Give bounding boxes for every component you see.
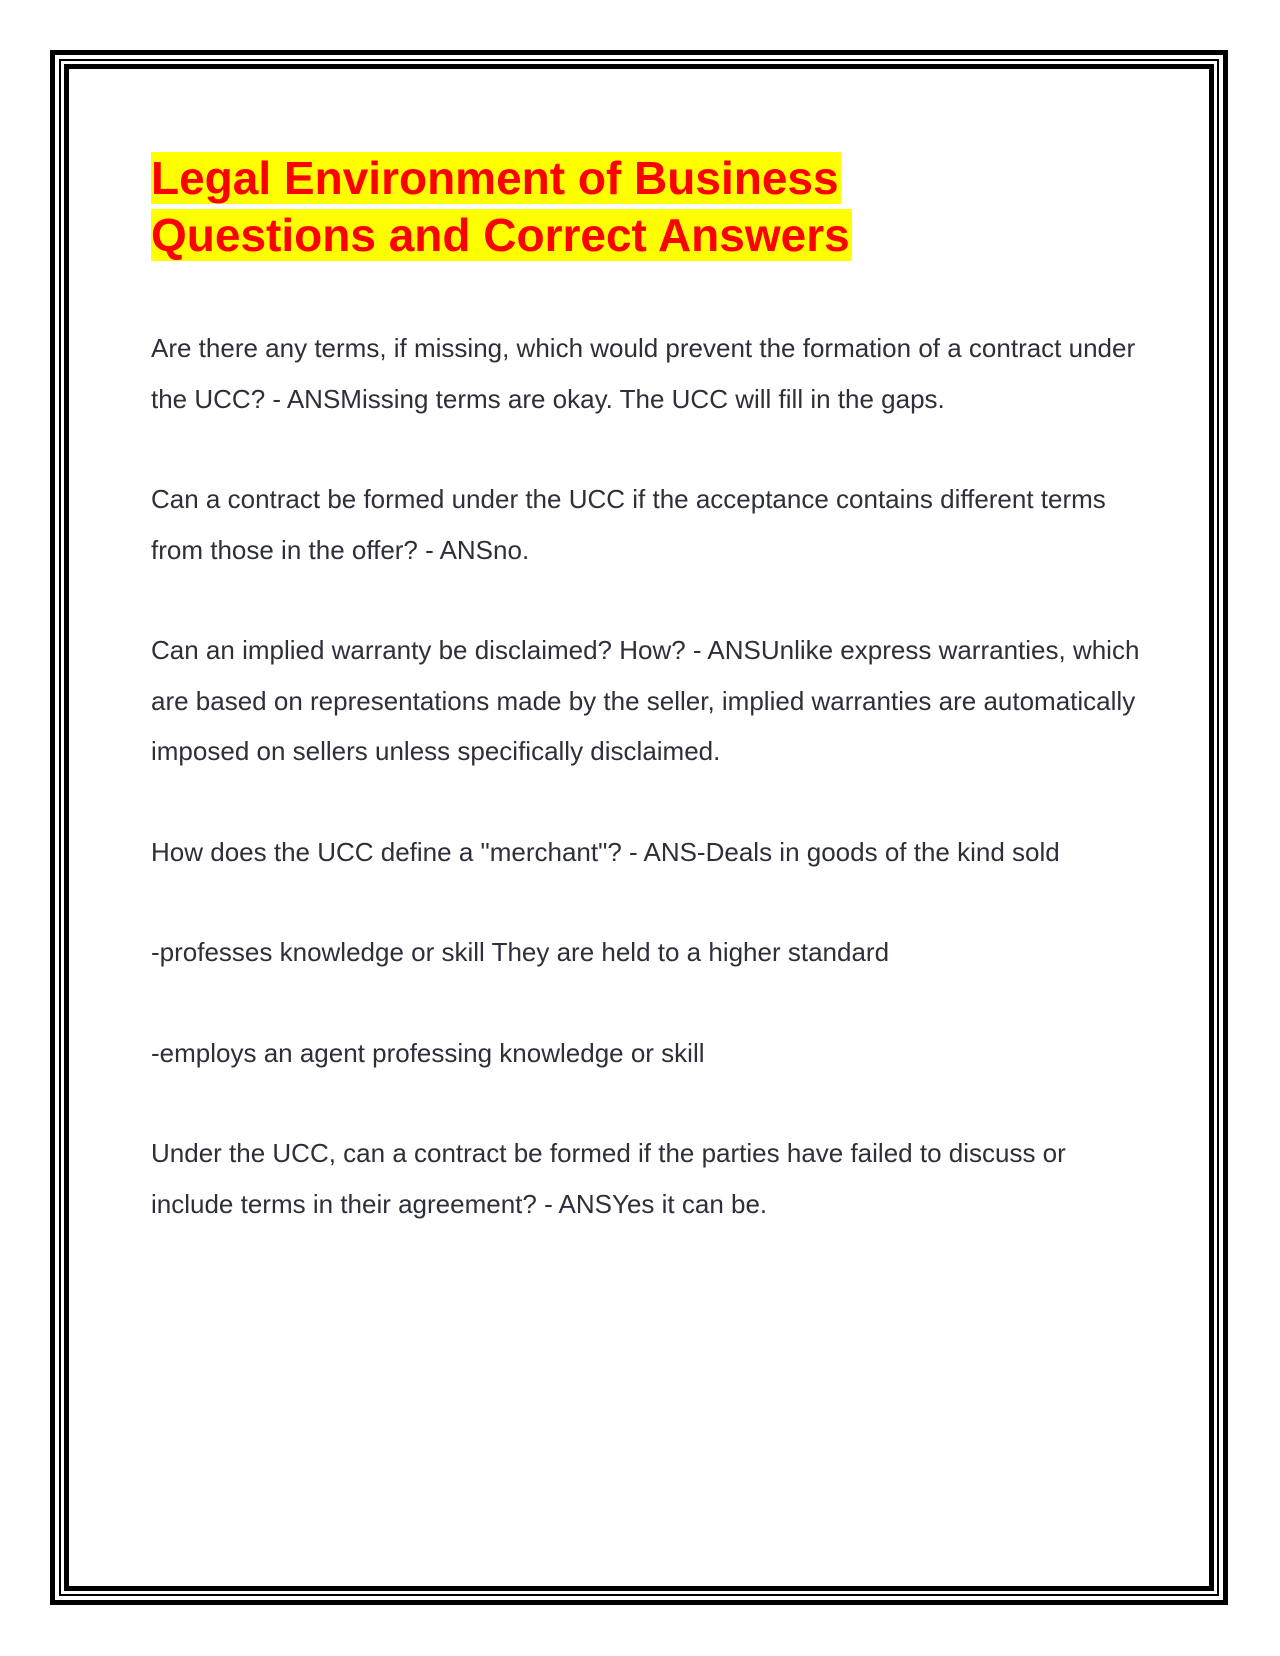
- qa-item: [151, 625, 1141, 777]
- qa-item: [151, 474, 1141, 575]
- qa-text: Under the UCC, can a contract be formed if the parties have failed to discuss or include terms in their agreement? - ANSYes it can be.: [151, 1138, 1066, 1219]
- qa-item: [151, 927, 1141, 978]
- qa-text: Are there any terms, if missing, which would prevent the formation of a contract under the UCC? - ANSMissing terms are okay. The UCC will fill in the gaps.: [151, 333, 1136, 414]
- title-line-1: Legal Environment of Business: [151, 152, 839, 204]
- qa-text: Can a contract be formed under the UCC if the acceptance contains different terms from those in the offer? - ANSno.: [151, 484, 1106, 565]
- qa-item: [151, 827, 1141, 878]
- qa-text: -professes knowledge or skill They are held to a higher standard: [151, 937, 890, 967]
- qa-text: Can an implied warranty be disclaimed? How? - ANSUnlike express warranties, which are based on representations made by the seller, implied warranties are automatically imposed on sellers unless specifically disclaimed.: [151, 635, 1140, 766]
- document-title: [151, 150, 1141, 264]
- document-content: [151, 150, 1141, 1279]
- qa-item: [151, 1028, 1141, 1079]
- qa-text: -employs an agent professing knowledge or skill: [151, 1037, 705, 1068]
- qa-item: [151, 323, 1141, 424]
- qa-item: [151, 1128, 1141, 1229]
- title-line-2: Questions and Correct Answers: [151, 209, 850, 261]
- qa-text: How does the UCC define a "merchant"? - ANS-Deals in goods of the kind sold: [151, 836, 1060, 867]
